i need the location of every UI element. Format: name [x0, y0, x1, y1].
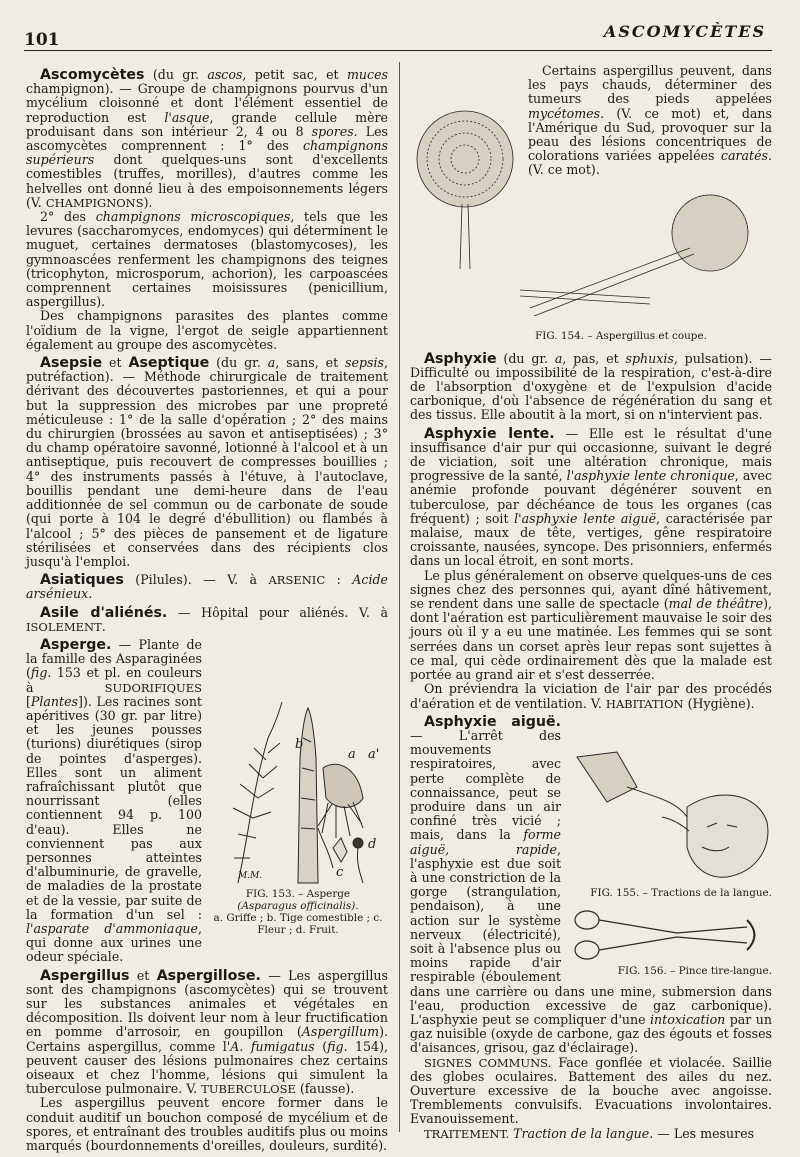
cross-reference: CHAMPIGNONS — [45, 195, 144, 210]
text: l'asparate d'ammoniaque — [26, 920, 198, 936]
text: spores. — [311, 123, 358, 139]
text: fig. — [327, 1038, 348, 1054]
text: (V. ce mot) et, dans l'Amérique du Sud, provoquer sur la peau des lésions concentriques de colorations variées appelées — [528, 105, 772, 164]
figure-153 — [208, 698, 388, 936]
text: 2° des — [40, 209, 96, 225]
text: dont quelques-uns sont d'excellents comestibles (truffes, morilles), d'autres comme les helvelles ont donné lieu à des empoisonnements légers (V. — [26, 152, 388, 210]
right-column — [410, 64, 772, 1141]
headword-asile: Asile d'aliénés. — [40, 604, 168, 621]
running-title: ASCOMYCÈTES — [603, 22, 766, 41]
text: , grande cellule mère produisant dans son intérieur 2, 4 ou 8 — [26, 109, 388, 139]
figure-154-right-part — [410, 178, 772, 328]
headword-asperge: Asperge. — [40, 636, 112, 653]
text: , petit sac, et — [242, 67, 347, 82]
aspergillus-section-illustration — [520, 178, 770, 328]
text: [ — [26, 693, 31, 709]
text: , putréfaction). — Méthode chirurgicale de traitement dérivant des découvertes pastoriennes, et qui a pour but la suppression des microbes par une propreté méticuleuse : 1° de la salle d'opération ; 2° des mains du chirurgien (brossées au savon et antiseptisées) ; 3° du champ opératoire savonné, lotionné à l'alcool et à un antiseptique, puis recouvert de compresses bouillies ; 4° des instruments passés à l'étuve, à l'autoclave, bouillis pendant une demi-heure dans de l'eau additionnée de sel commun ou de carbonate de soude (qui porte à 104 le degré d'ébullition) ou flambés à l'alcool ; 5° des pièces de pansement et de ligature stérilisées et conservées dans des récipients clos jusqu'à l'emploi. — [26, 355, 388, 569]
figure-156-caption: FIG. 156. – Pince tire-langue. — [617, 964, 772, 977]
figure-153-legend: a. Griffe ; b. Tige comestible ; c. Fleur ; d. Fruit. — [213, 911, 383, 936]
paragraph — [26, 210, 388, 309]
cross-reference: SUDORIFIQUES — [104, 680, 202, 695]
text: Acide arsénieux. — [26, 572, 388, 602]
figure-153-caption: FIG. 153. – Asperge — [245, 887, 351, 900]
paragraph-traitement — [410, 1127, 772, 1141]
entry-asiatiques — [26, 573, 388, 601]
text: ). — [143, 194, 153, 210]
figure-154-caption: FIG. 154. – Aspergillus et coupe. — [535, 329, 707, 342]
figure-155-caption: FIG. 155. – Tractions de la langue. — [590, 886, 772, 899]
entry-asphyxie-lente — [410, 427, 772, 569]
cross-reference: TUBERCULOSE — [201, 1082, 296, 1097]
text: champignons microscopiques — [95, 209, 291, 225]
text: (du gr. — [209, 355, 268, 371]
text: , pas, et — [562, 350, 626, 366]
entry-asepsie — [26, 356, 388, 569]
text: (Hygiène). — [683, 695, 755, 711]
text: l'asphyxie lente chronique — [566, 468, 735, 484]
text: mal de théâtre — [668, 596, 764, 612]
text: (Pilules). — V. à — [123, 572, 269, 588]
headword-aspergillus: Aspergillus — [40, 967, 130, 984]
text: sepsis — [345, 355, 384, 371]
text: — Plante de la famille des Asparaginées ( — [26, 636, 202, 681]
headword-asphyxie: Asphyxie — [424, 350, 497, 367]
text: ( — [314, 1038, 328, 1054]
text: ascos — [207, 67, 243, 82]
text: a — [554, 350, 563, 366]
label-d: d — [368, 836, 377, 852]
text: , sans, et — [275, 355, 346, 371]
entry-asile — [26, 606, 388, 634]
column-divider — [399, 62, 400, 1132]
illustrator-signature: M.M. — [238, 870, 263, 881]
text: , caractérisée par malaise, maux de tête, vertiges, gêne respiratoire croissante, nausées, syncope. Des prisonniers, enfermés dans un local étroit, en sont morts. — [410, 510, 772, 569]
text: et — [102, 355, 129, 371]
text: caratés. — [720, 148, 772, 164]
section-label: TRAITEMENT. — [424, 1126, 510, 1141]
text: champignon). — Groupe de champignons pourvus d'un mycélium cloisonné et dont l'élément essentiel de reproduction est — [26, 81, 388, 125]
entry-aspergillus — [26, 969, 388, 1097]
text: a — [267, 355, 276, 371]
tongue-traction-illustration — [567, 747, 772, 887]
text: 154), peuvent causer des lésions pulmonaires chez certains oiseaux et chez l'homme, lésions qui simulent la tuberculose pulmonaire. V. — [26, 1038, 388, 1097]
text: fig. — [30, 665, 52, 681]
text: — L'arrêt des mouvements respiratoires, avec perte complète de connaissance, peut se produire dans un air confiné très vicié ; mais, dans la — [410, 727, 561, 843]
text: Plantes — [30, 693, 79, 709]
page-number: 101 — [24, 30, 60, 50]
text: — Les mesures — [653, 1125, 755, 1141]
text: On préviendra la viciation de l'air par des procédés d'aération et de ventilation. V. — [410, 681, 772, 711]
text: — Les aspergillus sont des champignons (ascomycètes) qui se trouvent sur les substances animales et végétales en décomposition. Ils doivent leur nom à leur fructification en pomme d'arrosoir, en goupillon ( — [26, 967, 388, 1040]
paragraph — [410, 569, 772, 683]
text: sphuxis — [625, 350, 674, 366]
text: — Elle est le résultat d'une insuffisance d'air pur qui occasionne, suivant le degré de viciation, soit une altération chronique, mais progressive de la santé, — [410, 425, 772, 484]
text: . — [101, 618, 106, 634]
label-a: a — [348, 746, 356, 762]
text: (V. ce mot). — [528, 162, 600, 178]
text: — Hôpital pour aliénés. V. à — [167, 604, 388, 620]
paragraph — [410, 682, 772, 710]
entry-ascomycetes — [26, 68, 388, 210]
text: intoxication — [650, 1011, 726, 1027]
text: : — [325, 572, 353, 588]
figure-153-latin: (Asparagus officinalis). — [237, 899, 359, 912]
label-b: b — [295, 736, 304, 752]
cross-reference: ARSENIC — [268, 573, 326, 588]
headword-aspergillose: Aspergillose. — [156, 967, 261, 984]
text: , l'asphyxie est due soit à une constriction de la gorge (strangulation, pendaison), à une action sur le système nerveux (électricité), soit à l'absence plus ou moins rapide d'air respirable (éboulement dans une carrière ou dans une mine, submersion dans l'eau, production excessive de gaz carbonique). L'asphyxie peut se compliquer d'une — [410, 841, 772, 1027]
text: 153 et pl. en couleurs à — [26, 665, 202, 695]
headword-asepsie: Asepsie — [40, 355, 103, 372]
headword-ascomycetes: Ascomycètes — [40, 67, 145, 83]
text: par un gaz nuisible (oxyde de carbone, gaz des égouts et fosses d'aisances, grisou, gaz d'éclairage). — [410, 1011, 772, 1056]
text: (du gr. — [496, 350, 555, 366]
text: , avec anémie profonde pouvant dégénérer souvent en tuberculose, par déchéance de tous les organes (cas fréquent) ; soit — [410, 468, 773, 526]
asparagus-illustration — [208, 698, 388, 888]
text: muces — [346, 67, 388, 82]
text: , qui donne aux urines une odeur spéciale. — [26, 920, 202, 965]
text: ). Certains aspergillus, comme l' — [26, 1024, 388, 1054]
text: forme aiguë, rapide — [410, 827, 561, 857]
entry-asphyxie — [410, 352, 772, 423]
text: Traction de la langue. — [513, 1125, 654, 1141]
text: ), dont l'aération est particulièrement mauvaise le soir des jours où il y a eu une matinée. Les femmes qui se sont serrées dans un corset après leur repas sont sujettes à ce mal, qui cède ordinairement dès que la malade est portée au grand air et s'est desserrée. — [410, 596, 772, 683]
text: Aspergillum — [301, 1024, 380, 1040]
cross-reference: ISOLEMENT — [26, 619, 102, 634]
text: champignons supérieurs — [26, 138, 388, 168]
label-a-prime: a' — [368, 746, 380, 762]
text: Face gonflée et violacée. Saillie des globes oculaires. Battement des ailes du nez. Ouverture excessive de la bouche avec angoisse. Tremblements convulsifs. Evacuations involontaires. Evanouissement. — [410, 1054, 772, 1127]
text: A. fumigatus — [230, 1038, 315, 1054]
text: (du gr. — [144, 67, 208, 82]
paragraph: Les aspergillus peuvent encore former dans le conduit auditif un bouchon composé de mycélium et de spores, et entraînant des troubles auditifs plus ou moins marqués (bourdonnements d'oreilles, douleurs, surdité). — [26, 1095, 388, 1154]
text: , pulsation). — Difficulté ou impossibilité de la respiration, c'est-à-dire de l'absorption d'oxygène et de l'expulsion d'acide carbonique, d'où l'absence de régénération du sang et des tissus. Elle aboutit à la mort, si on n'intervient pas. — [410, 350, 772, 423]
text: (fausse). — [295, 1081, 355, 1097]
paragraph-signes — [410, 1056, 772, 1127]
text: l'asphyxie lente aiguë — [514, 510, 657, 526]
text: ]). Les racines sont apéritives (30 gr. par litre) et les jeunes pousses (turions) diurétiques (sirop de pointes d'asperges). Elles sont un aliment rafraîchissant plutôt que nourrissant (elles contiennent 94 p. 100 d'eau). Elles ne conviennent pas aux personnes atteintes d'albuminurie, de gravelle, de maladies de la prostate et de la vessie, par suite de la formation d'un sel : — [26, 693, 202, 922]
text: mycétomes. — [528, 105, 605, 121]
paragraph: Des champignons parasites des plantes comme l'oïdium de la vigne, l'ergot de seigle appartiennent également au groupe des ascomycètes. — [26, 308, 388, 352]
cross-reference: HABITATION — [605, 696, 684, 711]
headword-aseptique: Aseptique — [128, 355, 210, 372]
headword-asphyxie-lente: Asphyxie lente. — [424, 425, 555, 442]
headword-asiatiques: Asiatiques — [40, 572, 124, 589]
figure-155-156 — [567, 747, 772, 977]
text: l'asque — [164, 109, 210, 125]
headword-asphyxie-aigue: Asphyxie aiguë. — [424, 713, 561, 730]
text: , tels que les levures (saccharomyces, endomyces) qui déterminent le muguet, certaines dermatoses (blastomycoses), les gymnoascées renferment les champignons des teignes (tricophyton, microsporum, achorion), les carpoascées comprennent certaines moisissures (penicillium, aspergillus). — [26, 209, 389, 310]
text: et — [129, 967, 157, 983]
text: Les ascomycètes comprennent : 1° des — [26, 123, 388, 154]
text: Le plus généralement on observe quelques-uns de ces signes chez des personnes qui, ayant dîné hâtivement, se rendent dans une salle de spectacle ( — [410, 567, 772, 612]
tongue-forceps-illustration — [567, 905, 772, 965]
text: Certains aspergillus peuvent, dans les pays chauds, déterminer des tumeurs des pieds appelées — [528, 63, 772, 107]
label-c: c — [336, 864, 344, 880]
header-rule — [24, 50, 772, 51]
left-column — [26, 64, 388, 1153]
section-label: SIGNES COMMUNS. — [424, 1055, 552, 1070]
